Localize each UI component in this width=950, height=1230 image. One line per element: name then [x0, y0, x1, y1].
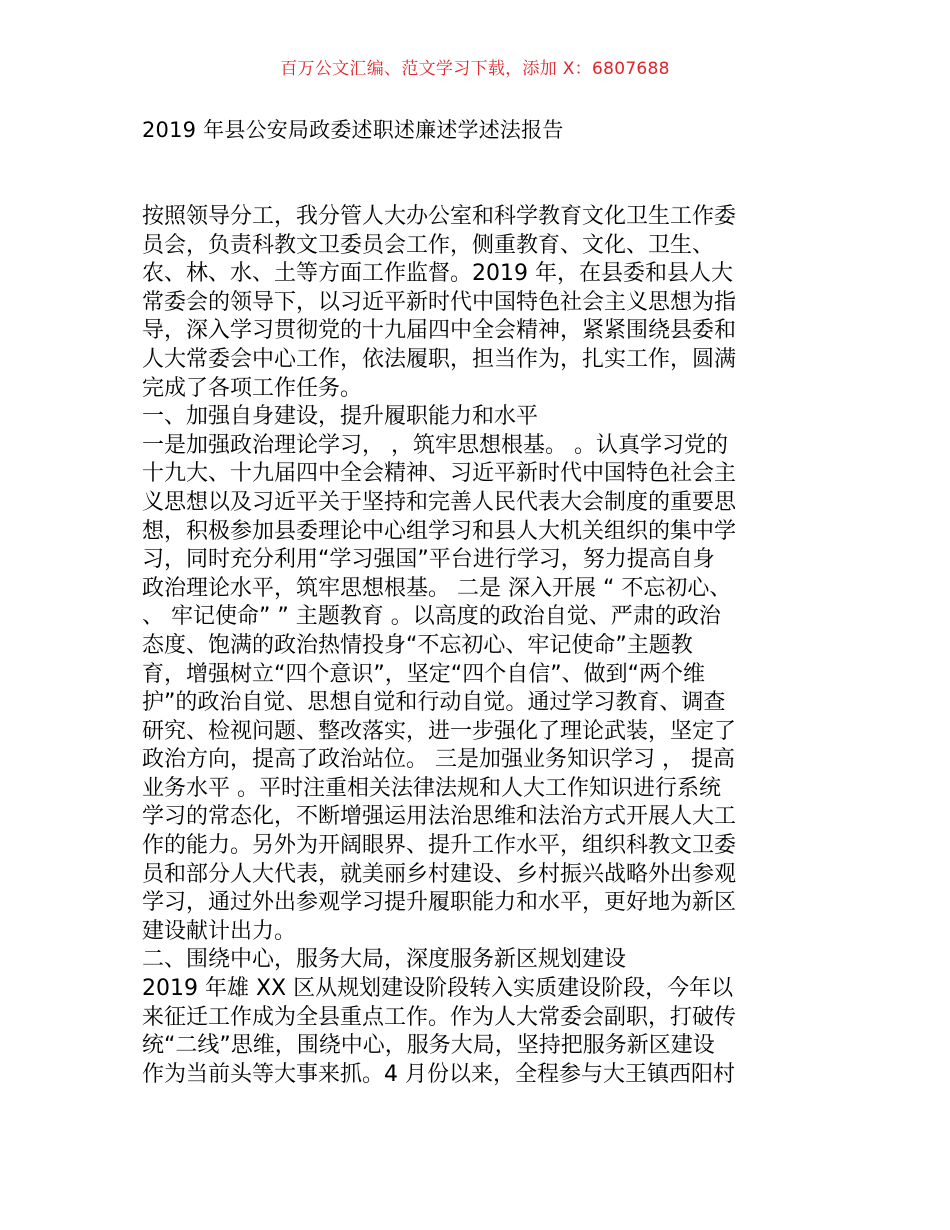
body-line: 学习的常态化，不断增强运用法治思维和法治方式开展人大工 [142, 804, 737, 830]
body-line: 来征迁工作成为全县重点工作。作为人大常委会副职，打破传 [142, 1004, 737, 1030]
body-line: 、 牢记使命” ” 主题教育 。以高度的政治自觉、严肃的政治 [142, 604, 721, 630]
body-line: 作为当前头等大事来抓。4 月份以来，全程参与大王镇西阳村 [142, 1061, 735, 1087]
body-line: 作的能力。另外为开阔眼界、提升工作水平，组织科教文卫委 [142, 833, 737, 859]
body-line: 2019 年雄 XX 区从规划建设阶段转入实质建设阶段，今年以 [142, 976, 734, 1002]
body-line: 导，深入学习贯彻党的十九届四中全会精神，紧紧围绕县委和 [142, 318, 737, 344]
body-line: 员会，负责科教文卫委员会工作，侧重教育、文化、卫生、 [142, 232, 715, 258]
body-line: 政治理论水平，筑牢思想根基。 二是 深入开展 “ 不忘初心、 [142, 575, 732, 601]
body-line: 政治方向，提高了政治站位。 三是加强业务知识学习 ， 提高 [142, 747, 735, 773]
body-line: 育，增强树立“四个意识”，坚定“四个自信”、做到“两个维 [142, 661, 705, 687]
body-line: 统“二线”思维，围绕中心，服务大局，坚持把服务新区建设 [142, 1033, 715, 1059]
body-line: 人大常委会中心工作，依法履职，担当作为，扎实工作，圆满 [142, 346, 737, 372]
body-line: 十九大、十九届四中全会精神、习近平新时代中国特色社会主 [142, 461, 737, 487]
section-heading-1: 一、加强自身建设，提升履职能力和水平 [142, 404, 539, 430]
body-line: 态度、饱满的政治热情投身“不忘初心、牢记使命”主题教 [142, 632, 693, 658]
body-line: 按照领导分工，我分管人大办公室和科学教育文化卫生工作委 [142, 204, 737, 229]
body-line: 建设献计出力。 [142, 918, 297, 944]
body-line: 义思想以及习近平关于坚持和完善人民代表大会制度的重要思 [142, 489, 737, 515]
body-line: 研究、检视问题、整改落实，进一步强化了理论武装，坚定了 [142, 718, 737, 744]
body-line: 员和部分人大代表，就美丽乡村建设、乡村振兴战略外出参观 [142, 861, 737, 887]
body-line: 完成了各项工作任务。 [142, 375, 363, 401]
body-line: 护”的政治自觉、思想自觉和行动自觉。通过学习教育、调查 [142, 690, 726, 716]
body-line: 想，积极参加县委理论中心组学习和县人大机关组织的集中学 [142, 518, 737, 544]
body-line: 一是加强政治理论学习， ，筑牢思想根基。 。认真学习党的 [142, 432, 728, 458]
body-line: 业务水平 。平时注重相关法律法规和人大工作知识进行系统 [142, 775, 721, 801]
section-heading-2: 二、围绕中心，服务大局，深度服务新区规划建设 [142, 947, 627, 973]
header-promo-note: 百万公文汇编、范文学习下载，添加 X：6807688 [280, 59, 670, 79]
document-title: 2019 年县公安局政委述职述廉述学述法报告 [142, 118, 564, 142]
body-line: 习，同时充分利用“学习强国”平台进行学习，努力提高自身 [142, 547, 715, 573]
document-body [142, 203, 814, 1089]
body-line: 学习，通过外出参观学习提升履职能力和水平，更好地为新区 [142, 890, 737, 916]
body-line: 农、林、水、土等方面工作监督。2019 年，在县委和县人大 [142, 261, 733, 287]
body-line: 常委会的领导下，以习近平新时代中国特色社会主义思想为指 [142, 289, 737, 315]
